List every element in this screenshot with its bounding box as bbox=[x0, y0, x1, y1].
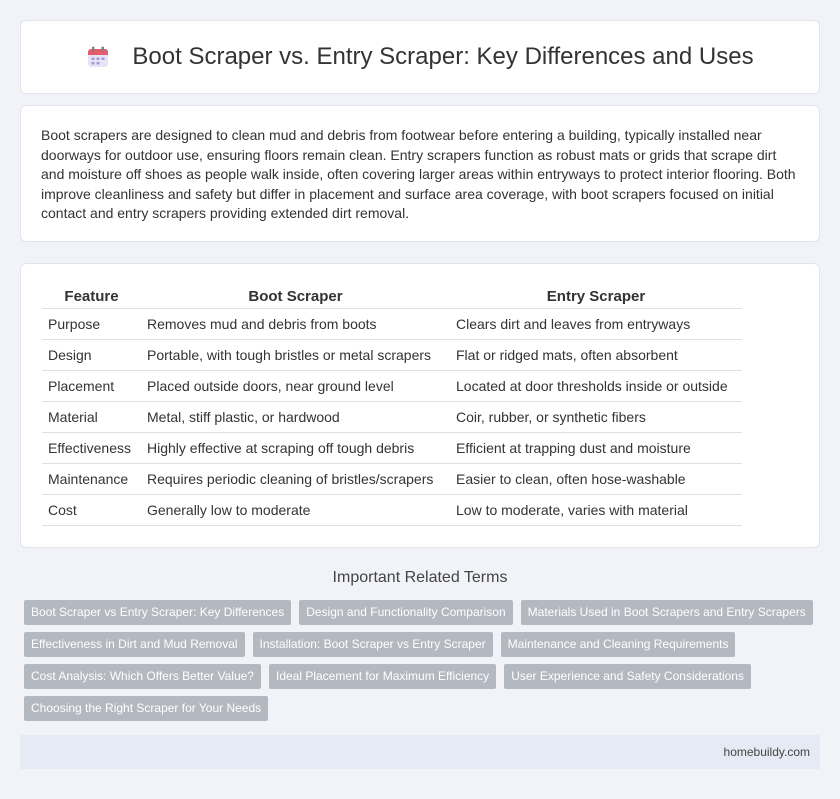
related-tag[interactable]: Design and Functionality Comparison bbox=[299, 600, 512, 625]
row-boot-value: Placed outside doors, near ground level bbox=[141, 370, 450, 401]
related-tag[interactable]: Installation: Boot Scraper vs Entry Scraper bbox=[253, 632, 493, 657]
calendar-icon bbox=[86, 45, 110, 69]
header-entry-scraper: Entry Scraper bbox=[450, 285, 742, 308]
table-row bbox=[42, 370, 742, 401]
footer bbox=[20, 735, 820, 769]
table-row bbox=[42, 401, 742, 432]
row-entry-value: Flat or ridged mats, often absorbent bbox=[450, 339, 742, 370]
table-row bbox=[42, 494, 742, 525]
row-feature: Maintenance bbox=[42, 463, 141, 494]
related-tag[interactable]: Materials Used in Boot Scrapers and Entry Scrapers bbox=[521, 600, 813, 625]
related-terms-heading: Important Related Terms bbox=[332, 569, 508, 586]
related-tag[interactable]: Effectiveness in Dirt and Mud Removal bbox=[24, 632, 245, 657]
row-boot-value: Removes mud and debris from boots bbox=[141, 308, 450, 339]
related-tag[interactable]: User Experience and Safety Considerations bbox=[504, 664, 751, 689]
table-row bbox=[42, 308, 742, 339]
title-card bbox=[20, 20, 820, 94]
row-feature: Material bbox=[42, 401, 141, 432]
row-feature: Purpose bbox=[42, 308, 141, 339]
table-row bbox=[42, 339, 742, 370]
row-boot-value: Requires periodic cleaning of bristles/scrapers bbox=[141, 463, 450, 494]
related-tag[interactable]: Choosing the Right Scraper for Your Needs bbox=[24, 696, 268, 721]
row-entry-value: Located at door thresholds inside or outside bbox=[450, 370, 742, 401]
row-boot-value: Highly effective at scraping off tough debris bbox=[141, 432, 450, 463]
row-feature: Design bbox=[42, 339, 141, 370]
table-row bbox=[42, 432, 742, 463]
comparison-card bbox=[20, 263, 820, 548]
title-wrap bbox=[86, 43, 753, 71]
row-entry-value: Easier to clean, often hose-washable bbox=[450, 463, 742, 494]
table-row bbox=[42, 463, 742, 494]
row-boot-value: Generally low to moderate bbox=[141, 494, 450, 525]
row-entry-value: Low to moderate, varies with material bbox=[450, 494, 742, 525]
row-entry-value: Efficient at trapping dust and moisture bbox=[450, 432, 742, 463]
related-tag[interactable]: Maintenance and Cleaning Requirements bbox=[501, 632, 736, 657]
related-tags bbox=[24, 600, 824, 728]
row-feature: Cost bbox=[42, 494, 141, 525]
row-entry-value: Clears dirt and leaves from entryways bbox=[450, 308, 742, 339]
related-tag[interactable]: Cost Analysis: Which Offers Better Value? bbox=[24, 664, 261, 689]
related-tag[interactable]: Boot Scraper vs Entry Scraper: Key Differences bbox=[24, 600, 291, 625]
row-feature: Effectiveness bbox=[42, 432, 141, 463]
related-tag[interactable]: Ideal Placement for Maximum Efficiency bbox=[269, 664, 496, 689]
row-boot-value: Portable, with tough bristles or metal scrapers bbox=[141, 339, 450, 370]
row-boot-value: Metal, stiff plastic, or hardwood bbox=[141, 401, 450, 432]
intro-paragraph: Boot scrapers are designed to clean mud and debris from footwear before entering a building, typically installed near doorways for outdoor use, ensuring floors remain clean. Entry scrapers function as robust mats or grids that scrape dirt and moisture off shoes as people walk inside, often covering larger areas within entryways to protect interior flooring. Both improve cleanliness and safety but differ in placement and surface area coverage, with boot scrapers focused on initial contact and entry scrapers providing extended dirt removal. bbox=[41, 127, 796, 221]
comparison-table bbox=[42, 285, 742, 526]
page-title: Boot Scraper vs. Entry Scraper: Key Differences and Uses bbox=[132, 43, 754, 70]
header-boot-scraper: Boot Scraper bbox=[141, 285, 450, 308]
row-feature: Placement bbox=[42, 370, 141, 401]
table-header-row bbox=[42, 285, 742, 308]
intro-card bbox=[20, 105, 820, 242]
footer-site-link[interactable]: homebuildy.com bbox=[723, 745, 810, 759]
header-feature: Feature bbox=[42, 285, 141, 308]
row-entry-value: Coir, rubber, or synthetic fibers bbox=[450, 401, 742, 432]
